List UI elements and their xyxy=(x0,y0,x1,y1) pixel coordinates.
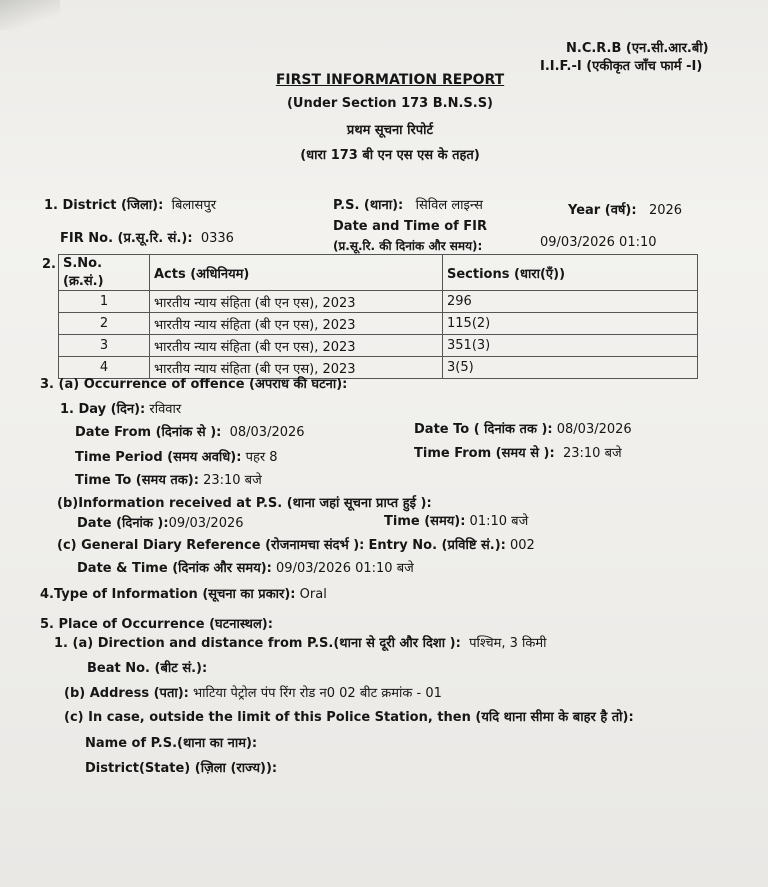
section-2-number: 2. xyxy=(42,257,56,272)
info-type-value: Oral xyxy=(299,587,327,602)
date-to-label: Date To ( दिनांक तक ): xyxy=(414,422,553,437)
address-value: भाटिया पेट्रोल पंप रिंग रोड न0 02 बीट क्रमांक - 01 xyxy=(193,686,442,701)
day-value: रविवार xyxy=(149,402,182,417)
gd-ref-label: (c) General Diary Reference (रोजनामचा संदर्भ ): xyxy=(57,538,365,553)
day-label: 1. Day (दिन): xyxy=(60,402,146,417)
cell-act: भारतीय न्याय संहिता (बी एन एस), 2023 xyxy=(150,335,443,357)
ps-name-label: Name of P.S.(थाना का नाम): xyxy=(85,736,258,751)
time-period-label: Time Period (समय अवधि): xyxy=(75,450,242,465)
time-to-label: Time To (समय तक): xyxy=(75,473,199,488)
cell-sno: 1 xyxy=(59,291,150,313)
ps-label: P.S. (थाना): xyxy=(333,198,404,213)
year-value: 2026 xyxy=(648,203,683,218)
info-type-label: 4.Type of Information (सूचना का प्रकार): xyxy=(40,587,296,602)
date-to-value: 08/03/2026 xyxy=(556,422,632,437)
info-time-value: 01:10 बजे xyxy=(469,514,529,529)
info-time-label: Time (समय): xyxy=(384,514,466,529)
cell-sno: 3 xyxy=(59,335,150,357)
occurrence-heading: 3. (a) Occurrence of offence (अपराध की घटना): xyxy=(40,377,348,392)
fir-datetime-label: Date and Time of FIR xyxy=(333,219,488,234)
direction-label: 1. (a) Direction and distance from P.S.(थाना से दूरी और दिशा ): xyxy=(54,636,461,651)
cell-act: भारतीय न्याय संहिता (बी एन एस), 2023 xyxy=(150,291,443,313)
report-subtitle: (Under Section 173 B.N.S.S) xyxy=(286,96,493,111)
district-value: बिलासपुर xyxy=(171,198,217,213)
cell-section: 3(5) xyxy=(443,357,698,379)
time-from-value: 23:10 बजे xyxy=(562,446,622,461)
fir-datetime-label-hindi: (प्र.सू.रि. की दिनांक और समय): xyxy=(333,239,483,253)
address-label: (b) Address (पता): xyxy=(64,686,189,701)
gd-datetime-label: Date & Time (दिनांक और समय): xyxy=(77,561,272,576)
report-subtitle-hindi: (धारा 173 बी एन एस एस के तहत) xyxy=(300,148,480,163)
date-from-label: Date From (दिनांक से ): xyxy=(75,425,222,440)
fir-datetime-value: 09/03/2026 01:10 xyxy=(540,235,657,250)
date-from-value: 08/03/2026 xyxy=(229,425,305,440)
info-date-label: Date (दिनांक ): xyxy=(77,516,169,531)
col-sections: Sections (धारा(एँ)) xyxy=(443,255,698,291)
org-code: N.C.R.B (एन.सी.आर.बी) xyxy=(566,41,709,56)
cell-act: भारतीय न्याय संहिता (बी एन एस), 2023 xyxy=(150,357,443,379)
time-from-label: Time From (समय से ): xyxy=(414,446,555,461)
acts-table-header xyxy=(59,255,698,291)
time-to-value: 23:10 बजे xyxy=(203,473,262,488)
col-acts: Acts (अधिनियम) xyxy=(150,255,443,291)
info-received-heading: (b)Information received at P.S. (थाना जहां सूचना प्राप्त हुई ): xyxy=(57,496,432,511)
info-date-value: 09/03/2026 xyxy=(168,516,244,531)
fir-no-label: FIR No. (प्र.सू.रि. सं.): xyxy=(60,231,193,246)
outside-limit-label: (c) In case, outside the limit of this Police Station, then (यदि थाना सीमा के बाहर है तो): xyxy=(64,710,634,725)
gd-datetime-value: 09/03/2026 01:10 बजे xyxy=(276,561,414,576)
report-title: FIRST INFORMATION REPORT xyxy=(275,72,505,88)
cell-act: भारतीय न्याय संहिता (बी एन एस), 2023 xyxy=(150,313,443,335)
cell-section: 351(3) xyxy=(443,335,698,357)
entry-no-label: Entry No. (प्रविष्टि सं.): xyxy=(368,538,506,553)
cell-sno: 4 xyxy=(59,357,150,379)
ps-value: सिविल लाइन्स xyxy=(415,198,483,213)
cell-section: 115(2) xyxy=(443,313,698,335)
table-row xyxy=(59,335,698,357)
cell-sno: 2 xyxy=(59,313,150,335)
cell-section: 296 xyxy=(443,291,698,313)
page-shadow xyxy=(0,0,60,30)
report-title-hindi: प्रथम सूचना रिपोर्ट xyxy=(346,123,434,138)
fir-no-value: 0336 xyxy=(200,231,234,246)
district-state-label: District(State) (ज़िला (राज्य)): xyxy=(85,761,278,776)
table-row xyxy=(59,291,698,313)
entry-no-value: 002 xyxy=(509,538,535,553)
form-code: I.I.F.-I (एकीकृत जाँच फार्म -I) xyxy=(540,59,703,74)
beat-no-label: Beat No. (बीट सं.): xyxy=(87,661,208,676)
direction-value: पश्चिम, 3 किमी xyxy=(469,636,547,651)
place-heading: 5. Place of Occurrence (घटनास्थल): xyxy=(40,617,273,632)
acts-table xyxy=(58,254,698,379)
table-row xyxy=(59,313,698,335)
district-label: 1. District (जिला): xyxy=(44,198,164,213)
time-period-value: पहर 8 xyxy=(245,450,278,465)
col-sno: S.No. (क्र.सं.) xyxy=(59,255,150,291)
year-label: Year (वर्ष): xyxy=(568,203,637,218)
